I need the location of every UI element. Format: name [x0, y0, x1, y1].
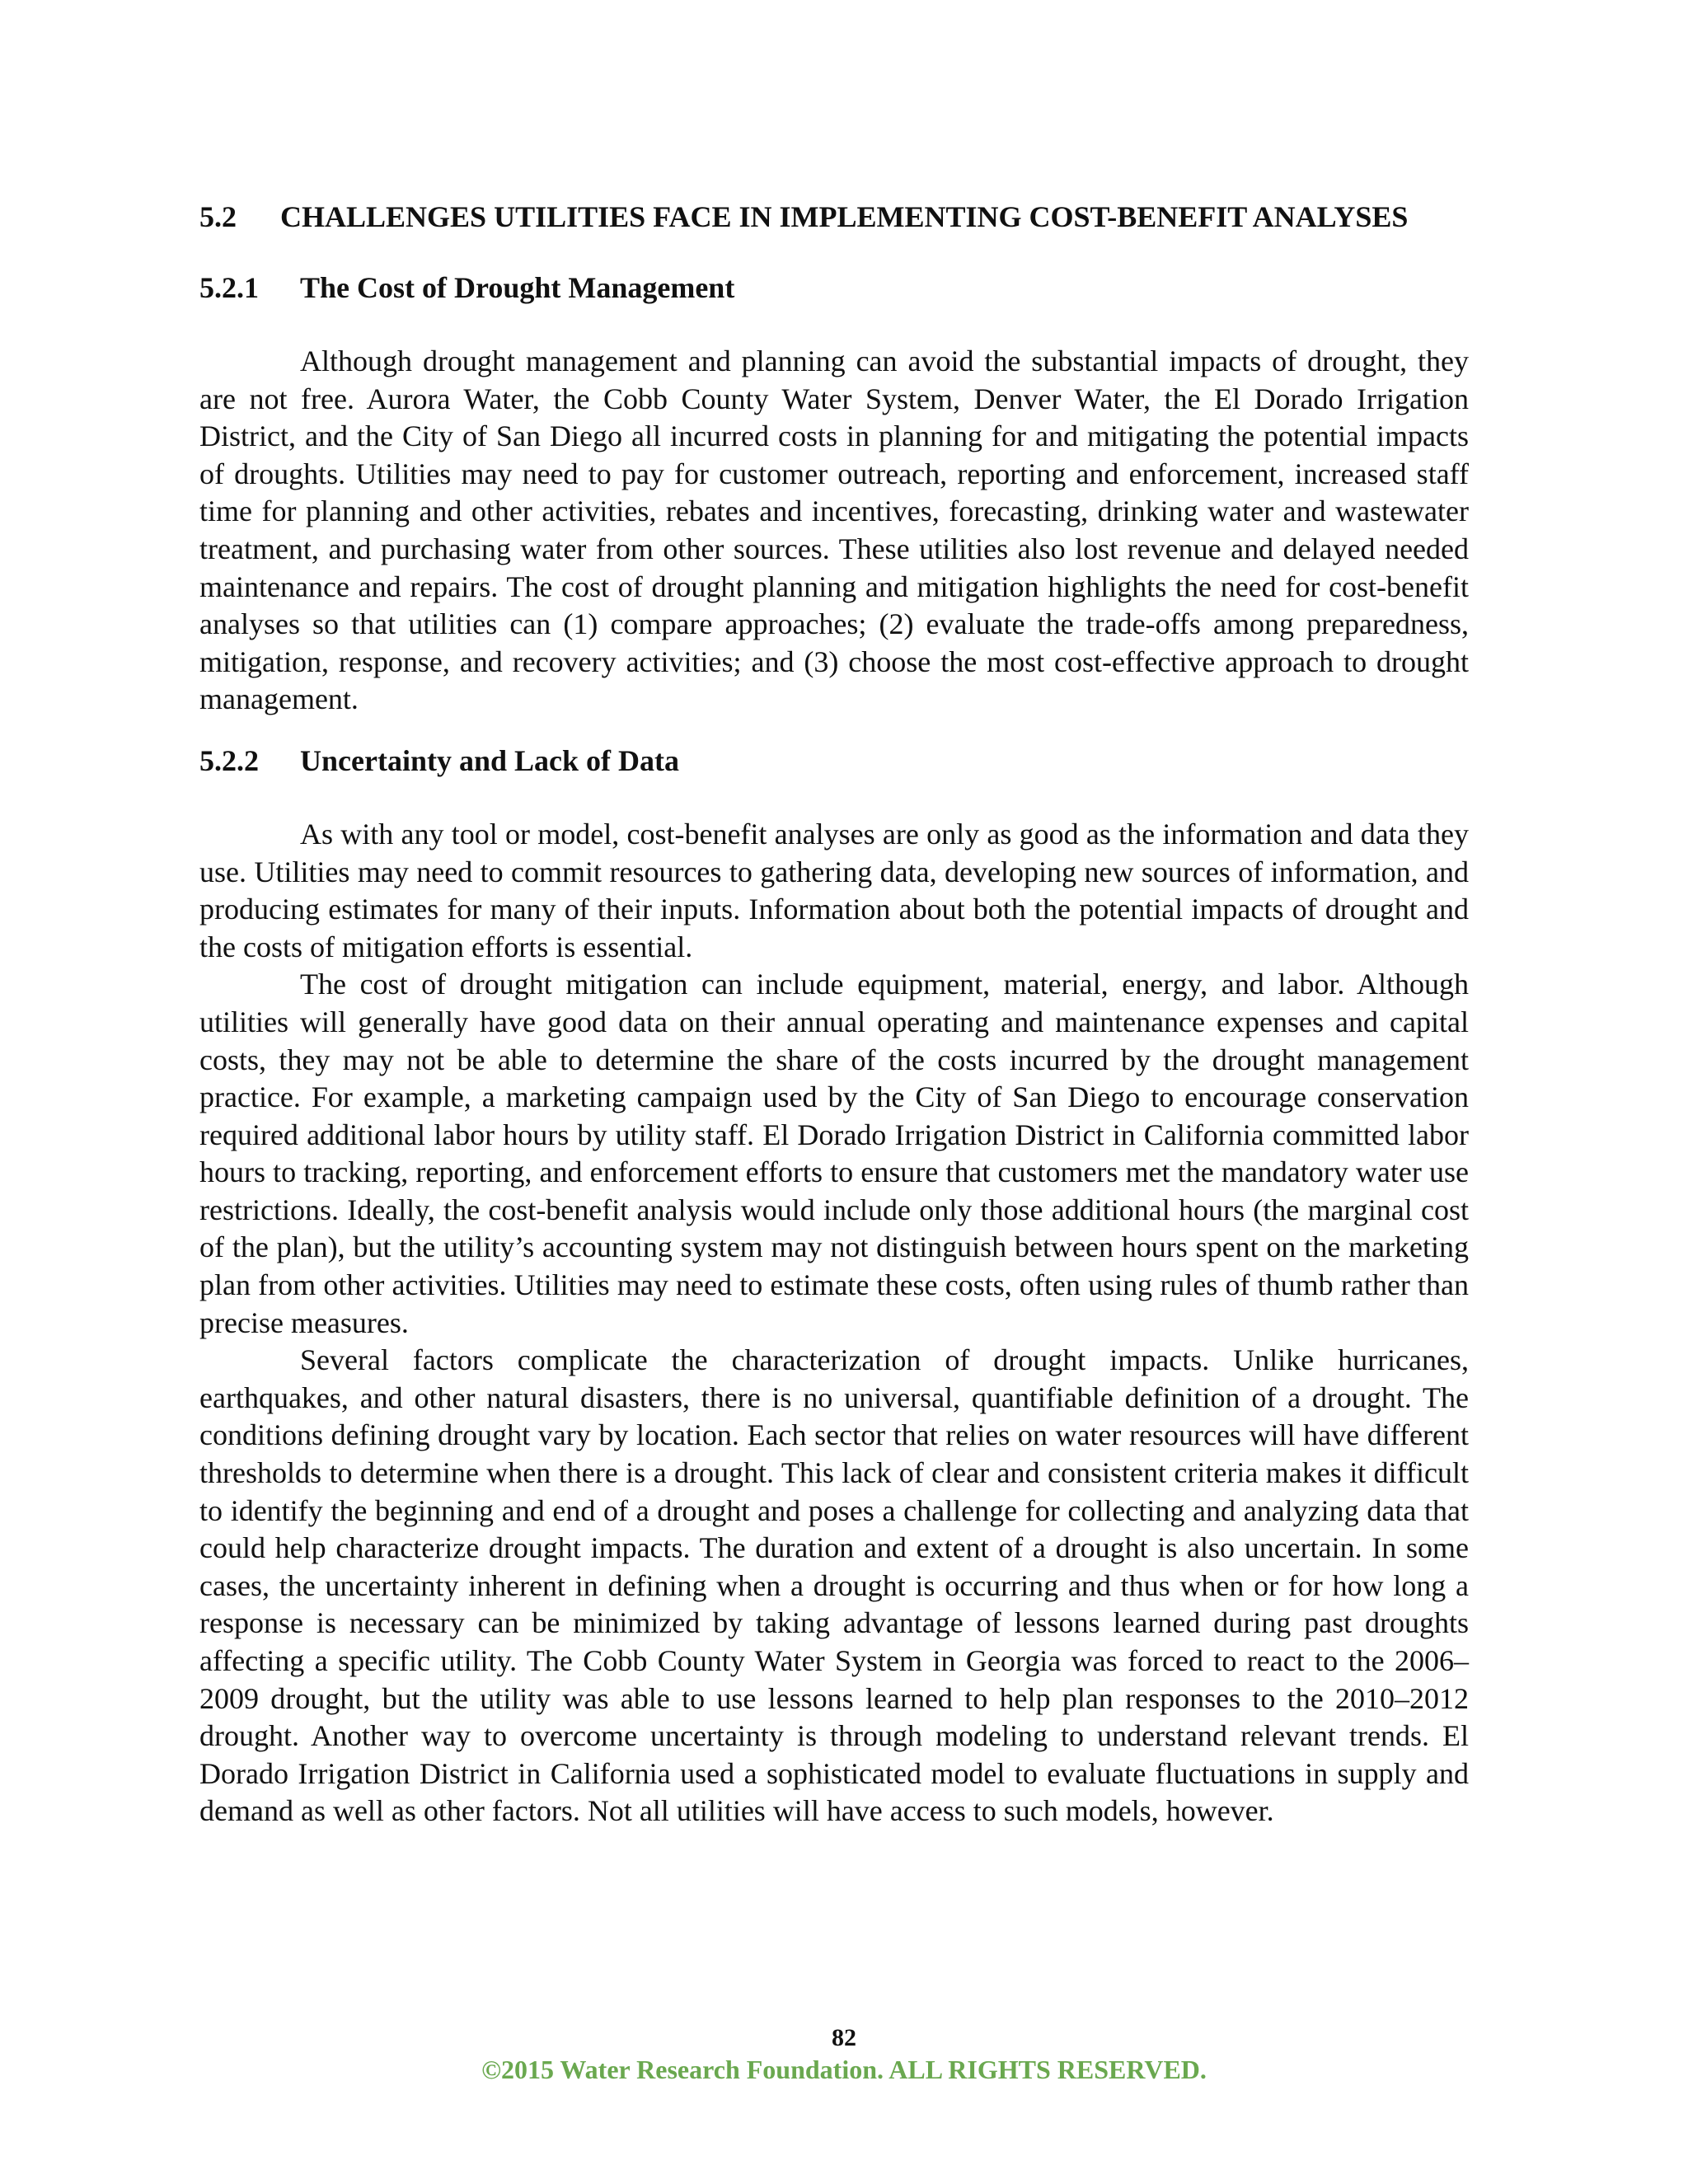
paragraph: Several factors complicate the characterization of drought impacts. Unlike hurricanes, earthquakes, and other natural disasters, there is no universal, quantifiable definition of a drought. The conditions defining drought vary by location. Each sector that relies on water resources will have different thresholds to determine when there is a drought. This lack of clear and consistent criteria makes it difficult to identify the beginning and end of a drought and poses a challenge for collecting and analyzing data that could help characterize drought impacts. The duration and extent of a drought is also uncertain. In some cases, the uncertainty inherent in defining when a drought is occurring and thus when or for how long a response is necessary can be minimized by taking advantage of lessons learned during past droughts affecting a specific utility. The Cobb County Water System in Georgia was forced to react to the 2006–2009 drought, but the utility was able to use lessons learned to help plan responses to the 2010–2012 drought. Another way to overcome uncertainty is through modeling to understand relevant trends. El Dorado Irrigation District in California used a sophisticated model to evaluate fluctuations in supply and demand as well as other factors. Not all utilities will have access to such models, however.	[199, 1343, 1469, 1828]
subsection-number: 5.2.2	[199, 743, 259, 777]
subsection-heading-uncertainty	[199, 742, 1469, 780]
paragraph: As with any tool or model, cost-benefit analyses are only as good as the information and data they use. Utilities may need to commit resources to gathering data, developing new sources of information, and producing estimates for many of their inputs. Information about both the potential impacts of drought and the costs of mitigation efforts is essential.	[199, 817, 1469, 963]
section-title: CHALLENGES UTILITIES FACE IN IMPLEMENTING COST-BENEFIT ANALYSES	[280, 200, 1409, 233]
page-content	[199, 196, 1469, 1854]
section-heading	[199, 196, 1469, 237]
paragraph: The cost of drought mitigation can include equipment, material, energy, and labor. Although utilities will generally have good data on their annual operating and maintenance expenses and capital costs, they may not be able to determine the share of the costs incurred by the drought management practice. For example, a marketing campaign used by the City of San Diego to encourage conservation required additional labor hours by utility staff. El Dorado Irrigation District in California committed labor hours to tracking, reporting, and enforcement efforts to ensure that customers met the mandatory water use restrictions. Ideally, the cost-benefit analysis would include only those additional hours (the marginal cost of the plan), but the utility’s accounting system may not distinguish between hours spent on the marketing plan from other activities. Utilities may need to estimate these costs, often using rules of thumb rather than precise measures.	[199, 968, 1469, 1339]
subsection-title: Uncertainty and Lack of Data	[300, 743, 679, 777]
subsection-heading-cost	[199, 269, 1469, 307]
page-number: 82	[832, 2024, 856, 2051]
paragraph: Although drought management and planning can avoid the substantial impacts of drought, they are not free. Aurora Water, the Cobb County Water System, Denver Water, the El Dorado Irrigation District, and the City of San Diego all incurred costs in planning for and mitigating the potential impacts of droughts. Utilities may need to pay for customer outreach, reporting and enforcement, increased staff time for planning and other activities, rebates and incentives, forecasting, drinking water and wastewater treatment, and purchasing water from other sources. These utilities also lost revenue and delayed needed maintenance and repairs. The cost of drought planning and mitigation highlights the need for cost-benefit analyses so that utilities can (1) compare approaches; (2) evaluate the trade-offs among preparedness, mitigation, response, and recovery activities; and (3) choose the most cost-effective approach to drought management.	[199, 344, 1469, 716]
subsection-body-uncertainty	[199, 816, 1469, 1830]
subsection-title: The Cost of Drought Management	[300, 271, 735, 304]
subsection-body-cost	[199, 343, 1469, 719]
copyright-notice: ©2015 Water Research Foundation. ALL RIGHTS RESERVED.	[481, 2055, 1207, 2084]
subsection-number: 5.2.1	[199, 271, 259, 304]
section-number: 5.2	[199, 200, 237, 233]
